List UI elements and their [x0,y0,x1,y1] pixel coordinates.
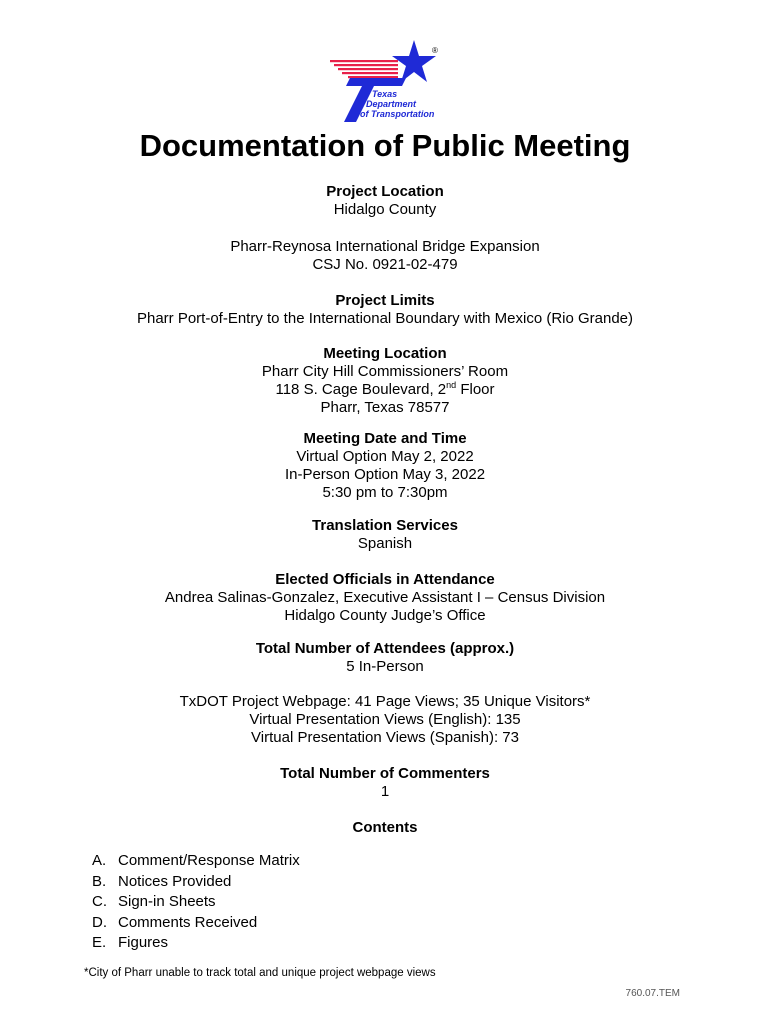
meeting-city: Pharr, Texas 78577 [320,399,450,416]
meeting-inperson-date: In-Person Option May 3, 2022 [284,466,486,483]
views-section [0,693,770,747]
contents-heading [0,819,770,837]
address-ordinal: nd [446,380,457,390]
list-item [92,913,300,934]
list-item-letter: E. [92,934,107,951]
translation-language: Spanish [357,535,413,552]
officials-heading: Elected Officials in Attendance [275,571,495,588]
project-county: Hidalgo County [333,201,437,218]
project-limits-text: Pharr Port-of-Entry to the International Boundary with Mexico (Rio Grande) [136,310,634,327]
meeting-location-heading: Meeting Location [323,345,447,362]
meeting-address [0,381,770,399]
project-limits-section [0,292,770,328]
list-item-letter: D. [92,913,107,931]
logo-star [392,40,436,82]
list-item-letter: C. [92,893,107,910]
list-item [92,872,300,893]
attendees-heading: Total Number of Attendees (approx.) [255,640,515,657]
txdot-logo [328,40,448,122]
translation-section [0,517,770,553]
official-office: Hidalgo County Judge’s Office [284,607,486,624]
project-name: Pharr-Reynosa International Bridge Expansion [230,238,540,255]
attendees-section [0,640,770,676]
list-item-label: Sign-in Sheets [118,893,216,910]
commenters-heading: Total Number of Commenters [280,765,490,782]
list-item-label: Notices Provided [118,872,232,890]
footnote: *City of Pharr unable to track total and unique project webpage views [84,967,436,979]
official-name: Andrea Salinas-Gonzalez, Executive Assistant I – Census Division [164,589,606,606]
document-number: 760.07.TEM [625,988,680,999]
list-item [92,851,300,872]
project-location-heading: Project Location [326,183,444,200]
commenters-count: 1 [380,783,390,800]
logo-text-department: Department [366,99,417,109]
commenters-section [0,765,770,801]
project-location-section [0,183,770,219]
logo-speed-lines [330,60,398,78]
contents-heading-text: Contents [352,819,418,836]
page-title: Documentation of Public Meeting [139,128,631,163]
meeting-virtual-date: Virtual Option May 2, 2022 [296,448,474,465]
list-item [92,892,300,913]
logo-registered-mark: ® [432,46,438,55]
meeting-venue: Pharr City Hill Commissioners’ Room [261,363,509,380]
logo-text-transportation: of Transportation [360,109,435,119]
spanish-views: Virtual Presentation Views (Spanish): 73 [251,729,519,746]
meeting-time: 5:30 pm to 7:30pm [322,484,448,501]
attendees-count: 5 In-Person [346,658,424,675]
project-limits-heading: Project Limits [335,292,435,309]
list-item-label: Comments Received [118,913,258,931]
webpage-views: TxDOT Project Webpage: 41 Page Views; 35 Unique Visitors* [179,693,591,710]
project-csj: CSJ No. 0921-02-479 [312,256,458,273]
english-views: Virtual Presentation Views (English): 135 [249,711,521,728]
meeting-datetime-section [0,430,770,502]
meeting-datetime-heading: Meeting Date and Time [303,430,467,447]
address-prefix: 118 S. Cage Boulevard, 2 [275,381,447,398]
list-item-label: Figures [118,934,169,951]
logo-text-texas: Texas [372,89,398,99]
list-item [92,933,300,954]
list-item-letter: A. [92,852,107,869]
project-name-section [0,238,770,274]
meeting-location-section [0,345,770,417]
translation-heading: Translation Services [312,517,458,534]
list-item-letter: B. [92,872,107,890]
list-item-label: Comment/Response Matrix [118,852,300,869]
address-suffix: Floor [456,381,495,398]
officials-section [0,571,770,625]
contents-list [92,851,300,954]
